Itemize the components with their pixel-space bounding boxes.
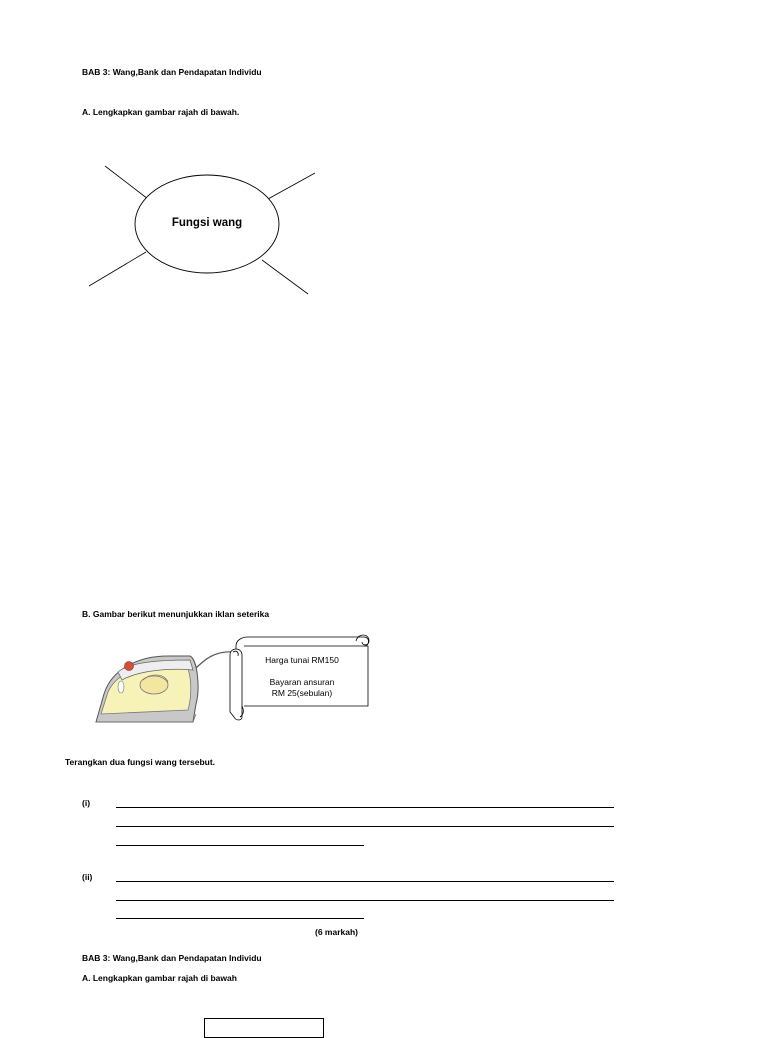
installment-value: RM 25(sebulan)	[271, 688, 333, 698]
repeat-diagram-box	[204, 1018, 324, 1038]
answer-line[interactable]	[116, 900, 614, 901]
repeat-instruction: A. Lengkapkan gambar rajah di bawah	[82, 973, 237, 983]
section-a-instruction: A. Lengkapkan gambar rajah di bawah.	[82, 107, 240, 117]
answer-label-i: (i)	[82, 798, 91, 808]
answer-line[interactable]	[116, 918, 364, 919]
answer-line[interactable]	[116, 826, 614, 827]
section-b-instruction: B. Gambar berikut menunjukkan iklan seterika	[82, 609, 270, 619]
answer-line[interactable]	[116, 845, 364, 846]
page-title: BAB 3: Wang,Bank dan Pendapatan Individu	[82, 67, 262, 77]
marks: (6 markah)	[315, 927, 358, 937]
repeat-title: BAB 3: Wang,Bank dan Pendapatan Individu	[82, 953, 262, 963]
answer-label-ii: (ii)	[82, 872, 93, 882]
installment-label: Bayaran ansuran	[269, 677, 335, 687]
answer-line[interactable]	[116, 881, 614, 882]
question-text: Terangkan dua fungsi wang tersebut.	[65, 757, 216, 767]
answer-line[interactable]	[116, 807, 614, 808]
diagram-center-label: Fungsi wang	[171, 217, 243, 229]
cash-price: Harga tunai RM150	[265, 655, 339, 665]
